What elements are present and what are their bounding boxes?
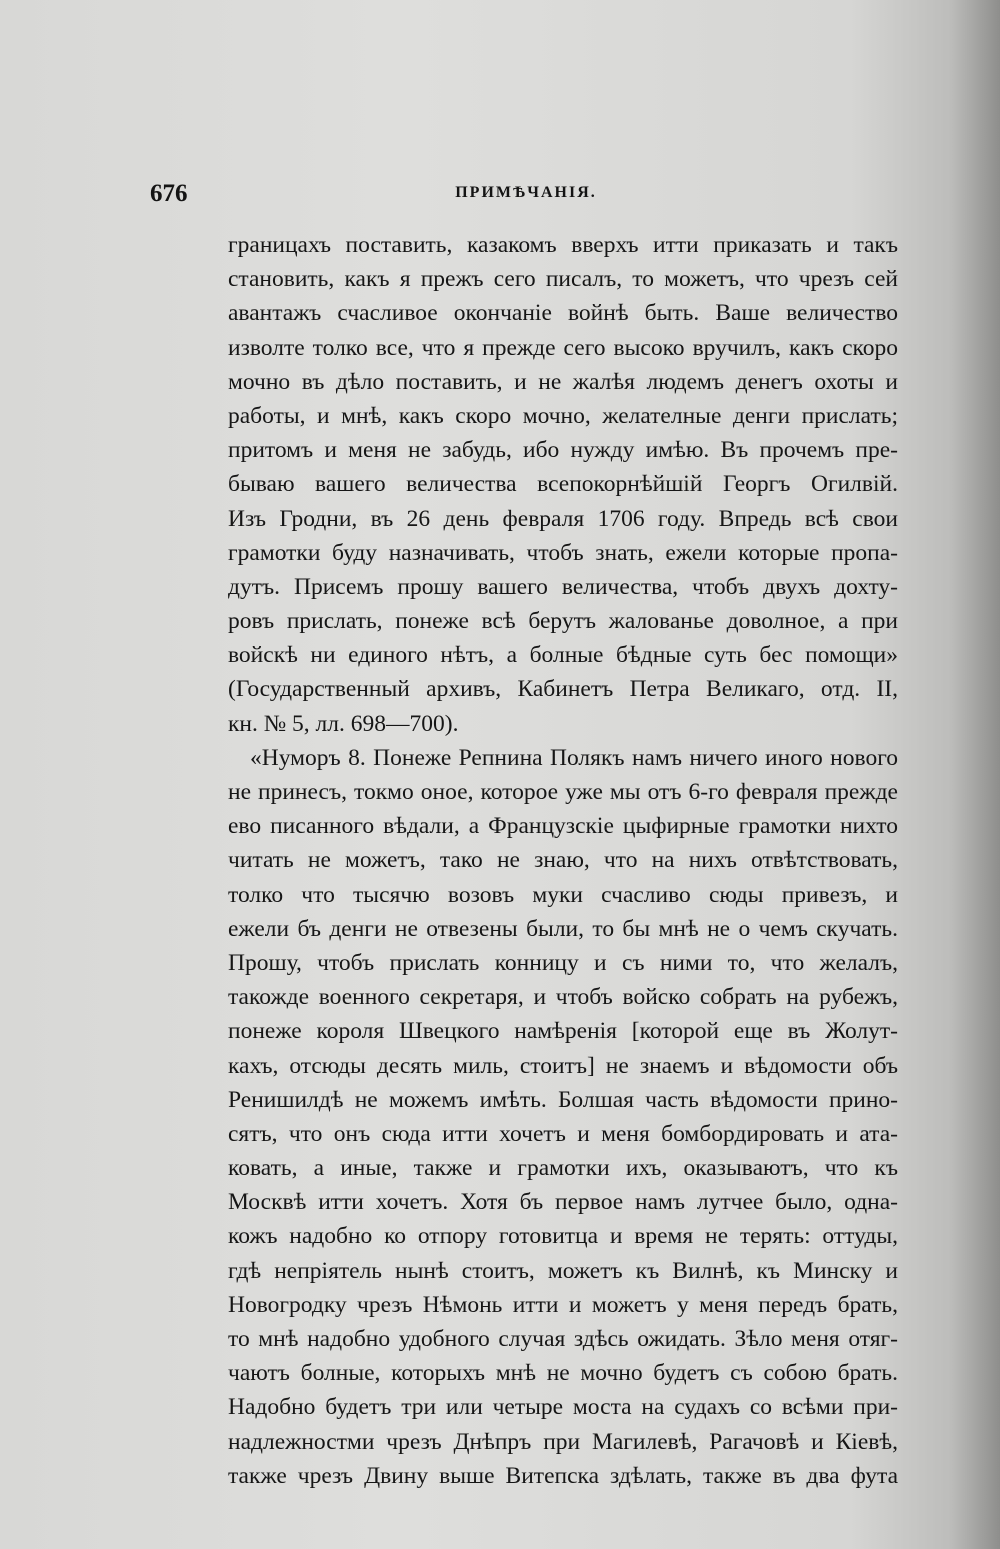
text-line: ковать, а иные, также и грамотки ихъ, оказываютъ, что къ: [228, 1155, 898, 1182]
text-line: Новогродку чрезъ Нѣмонь итти и можетъ у меня передъ брать,: [228, 1291, 898, 1318]
text-line: то мнѣ надобно удобного случая здѣсь ожидать. Зѣло меня отяг-: [228, 1326, 898, 1352]
running-head: [150, 180, 902, 210]
running-title: ПРИМѢЧАНІЯ.: [455, 184, 597, 201]
text-line: становить, какъ я прежъ сего писалъ, то можетъ, что чрезъ сей: [228, 266, 898, 293]
text-line: не принесъ, токмо оное, которое уже мы отъ 6-го февраля прежде: [228, 779, 898, 805]
text-line: Изъ Гродни, въ 26 день февраля 1706 году. Впредь всѣ свои: [228, 505, 898, 532]
text-line: кожъ надобно ко отпору готовитца и время не терять: оттуды,: [228, 1223, 898, 1250]
text-line: работы, и мнѣ, какъ скоро мочно, желателные денги прислать;: [228, 402, 898, 429]
text-line: Прошу, чтобъ прислать конницу и съ ними то, что желалъ,: [228, 949, 898, 976]
text-line: понеже короля Швецкого намѣренія [которой еще въ Жолут-: [228, 1018, 898, 1045]
text-line: авантажъ счасливое окончаніе войнѣ быть. Ваше величество: [228, 300, 898, 327]
text-line: (Государственный архивъ, Кабинетъ Петра Великаго, отд. II,: [228, 676, 898, 703]
text-line: изволте толко все, что я прежде сего высоко вручилъ, какъ скоро: [228, 334, 898, 361]
text-line: притомъ и меня не забудь, ибо нужду имѣю. Въ прочемъ пре-: [228, 437, 898, 464]
text-line: дутъ. Присемъ прошу вашего величества, чтобъ двухъ дохту-: [228, 573, 898, 600]
text-line: бываю вашего величества всепокорнѣйшій Георгъ Огилвій.: [228, 471, 898, 498]
text-line: Москвѣ итти хочетъ. Хотя бъ первое намъ лутчее было, одна-: [228, 1189, 898, 1216]
text-line: надлежностми чрезъ Днѣпръ при Магилевѣ, Рагачовѣ и Кіевѣ,: [228, 1428, 898, 1455]
text-line: ево писанного вѣдали, а Французскіе цыфирные грамотки нихто: [228, 813, 898, 840]
body-text: [228, 228, 898, 1493]
text-line: толко что тысячю возовъ муки счасливо сюды привезъ, и: [228, 881, 898, 908]
text-line: ровъ прислать, понеже всѣ берутъ жалованье доволное, а при: [228, 608, 898, 635]
text-line: сятъ, что онъ сюда итти хочетъ и меня бомбордировать и ата-: [228, 1120, 898, 1147]
text-line: чаютъ болные, которыхъ мнѣ не мочно будетъ съ собою брать.: [228, 1360, 898, 1387]
text-line: «Нуморъ 8. Понеже Репнина Полякъ намъ ничего иного нового: [250, 744, 898, 771]
text-line: гдѣ непріятель нынѣ стоитъ, можетъ къ Вилнѣ, къ Минску и: [228, 1257, 898, 1284]
text-line: мочно въ дѣло поставить, и не жалѣя людемъ денегъ охоты и: [228, 368, 898, 395]
text-line: читать не можетъ, тако не знаю, что на нихъ отвѣтствовать,: [228, 847, 898, 874]
text-line: ежели бъ денги не отвезены были, то бы мнѣ не о чемъ скучать.: [228, 915, 898, 942]
page-number: 676: [150, 180, 188, 207]
text-line: также чрезъ Двину выше Витепска здѣлать, также въ два фута: [228, 1462, 898, 1489]
text-line: кахъ, отсюды десять миль, стоитъ] не знаемъ и вѣдомости объ: [228, 1052, 898, 1079]
text-line: войскѣ ни единого нѣтъ, а болные бѣдные суть бес помощи»: [228, 642, 898, 669]
text-line: границахъ поставить, казакомъ вверхъ итти приказать и такъ: [228, 232, 898, 258]
text-line: Ренишилдѣ не можемъ имѣть. Болшая часть вѣдомости прино-: [228, 1086, 898, 1113]
text-line: такожде военного секретаря, и чтобъ войско собрать на рубежъ,: [228, 984, 898, 1011]
text-line: Надобно будетъ три или четыре моста на судахъ со всѣми при-: [228, 1394, 898, 1421]
text-line: грамотки буду назначивать, чтобъ знать, ежели которые пропа-: [228, 539, 898, 566]
text-line: кн. № 5, лл. 698—700).: [228, 710, 459, 737]
